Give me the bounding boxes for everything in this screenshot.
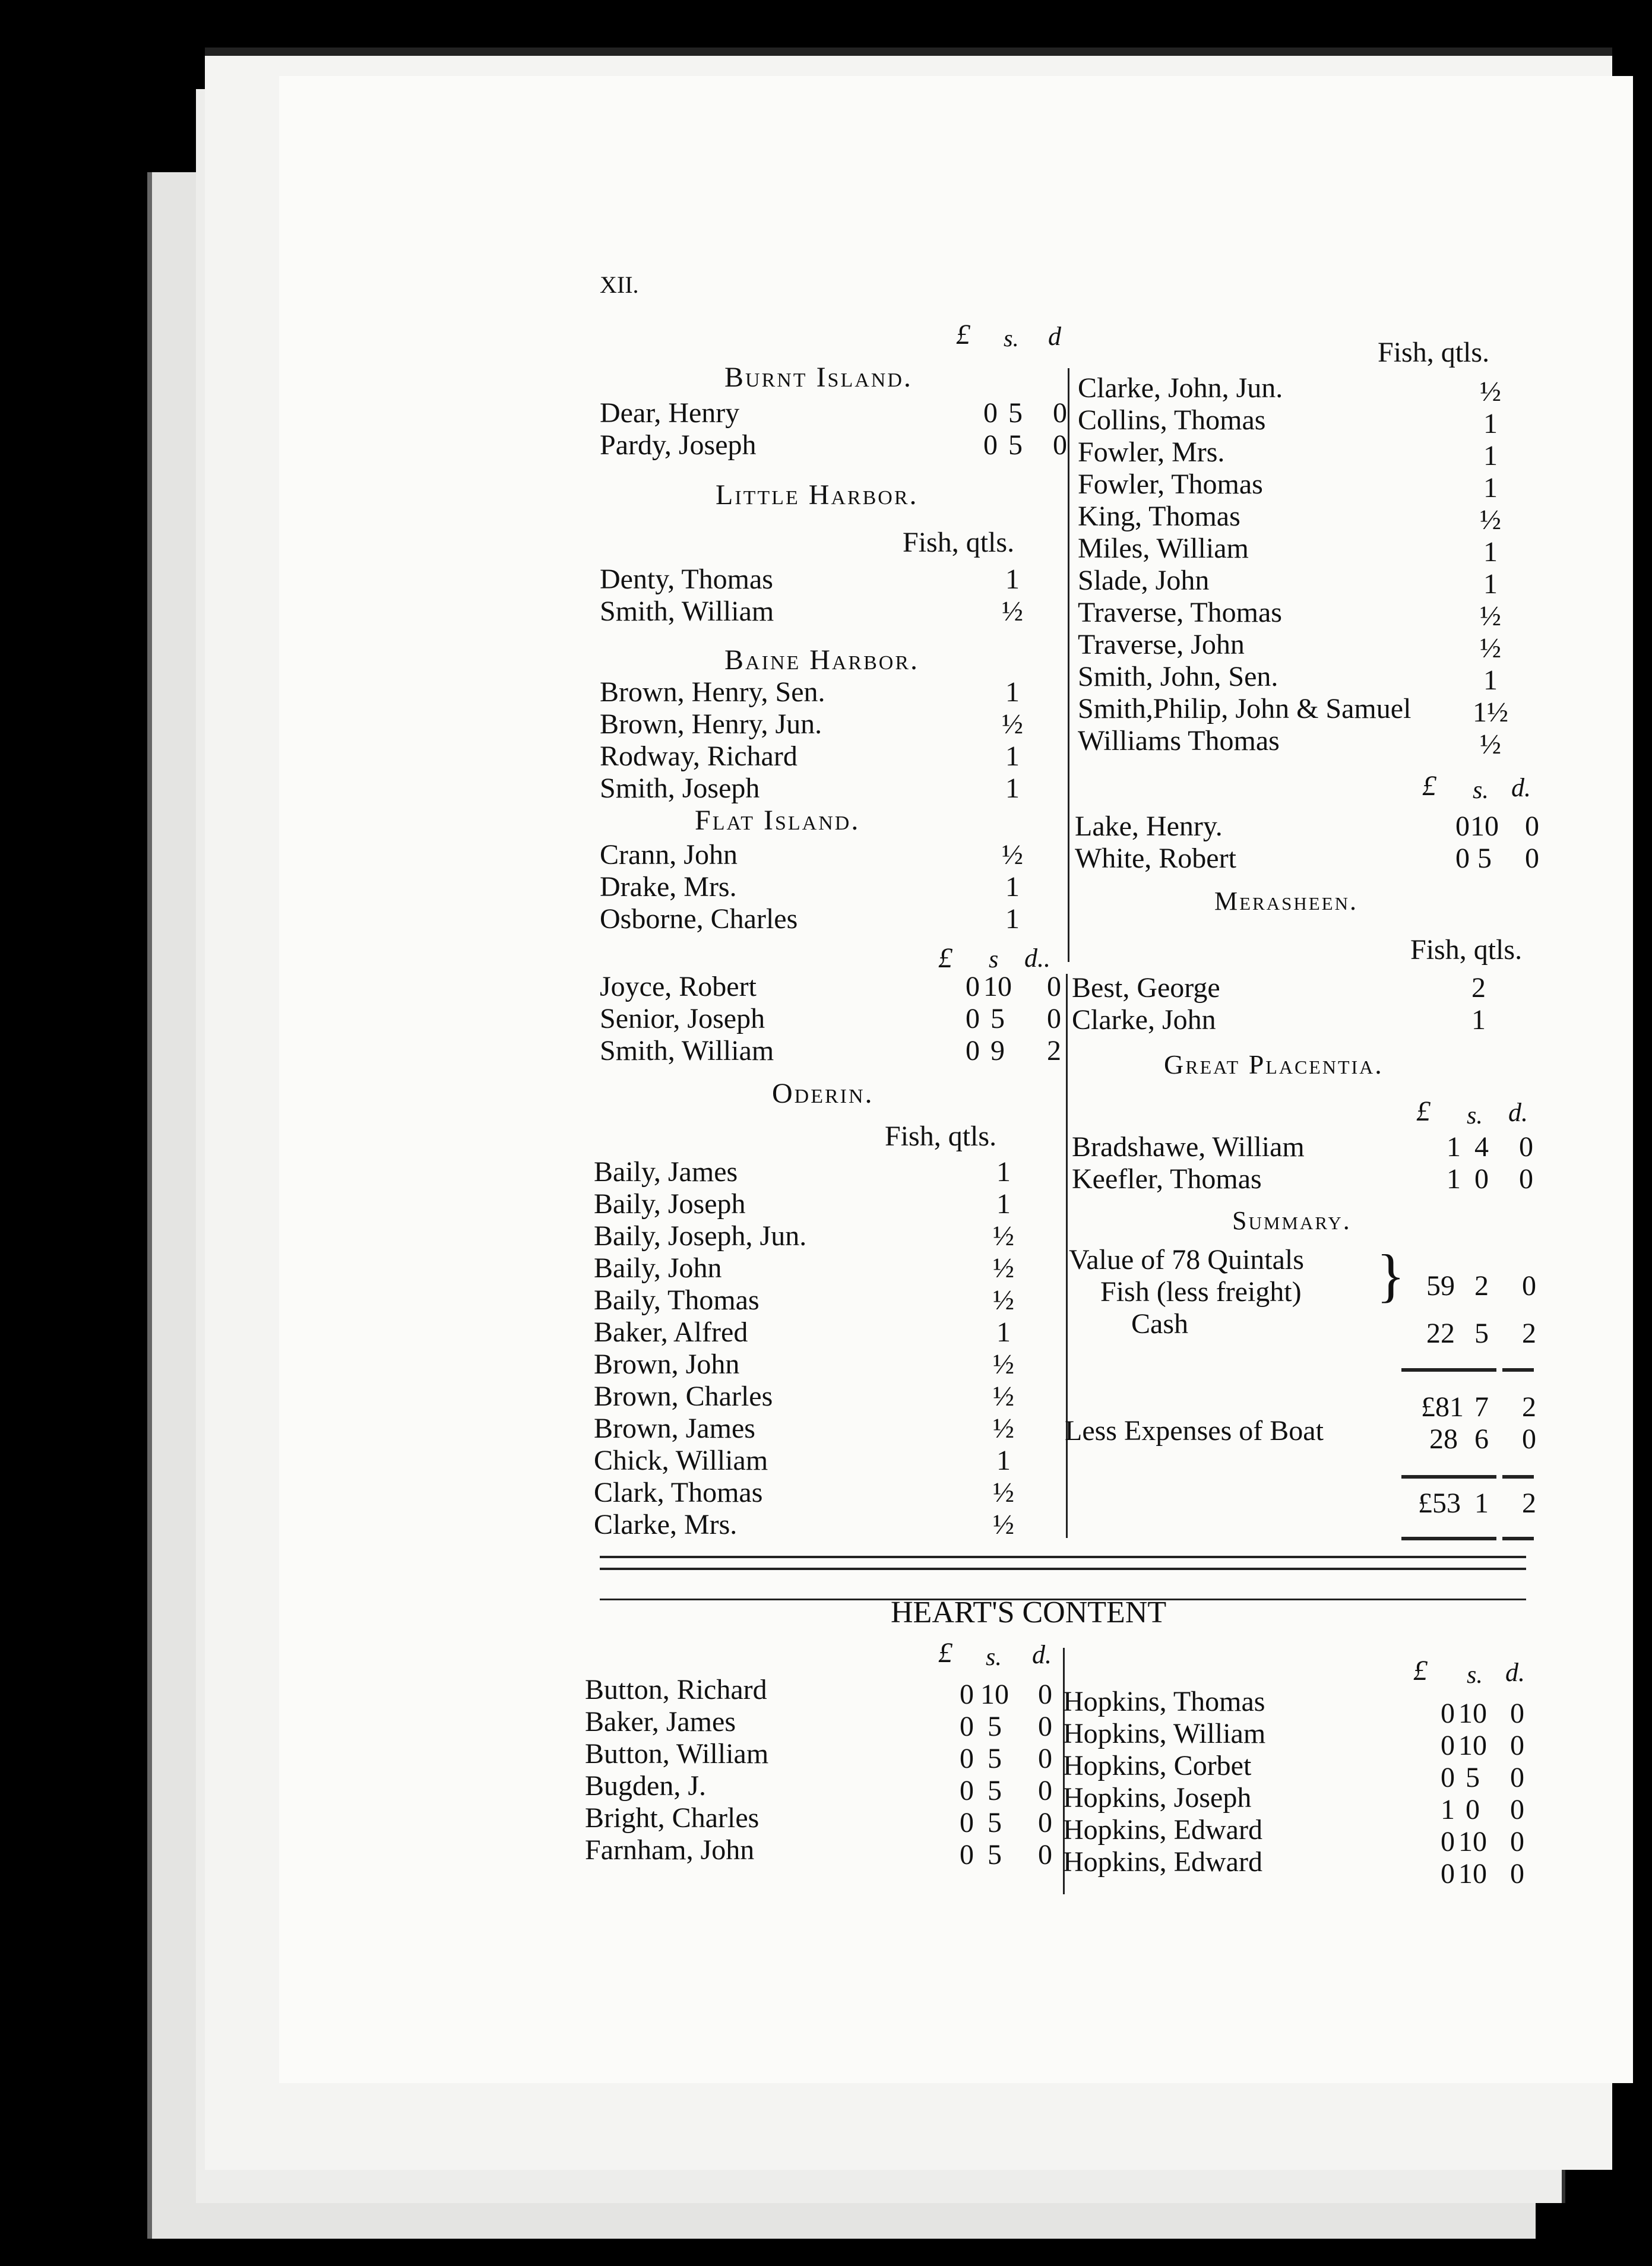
entry-quintals: 1 <box>996 1188 1011 1220</box>
summary-brace: } <box>1376 1242 1405 1308</box>
entry-quintals: 1 <box>996 1156 1011 1188</box>
entry-shillings: 0 <box>1474 1163 1489 1195</box>
entry-pence: 0 <box>1047 971 1061 1002</box>
summary-cash-shillings: 5 <box>1474 1318 1489 1349</box>
summary-cash-pounds: 22 <box>1426 1318 1455 1349</box>
entry-name: Clark, Thomas <box>594 1477 763 1508</box>
entry-name: Crann, John <box>600 839 738 871</box>
summary-title: Summary. <box>1232 1206 1352 1235</box>
entry-quintals: 2 <box>1471 972 1486 1004</box>
entry-pence: 0 <box>1047 1003 1061 1034</box>
summary-expenses-shillings: 6 <box>1474 1423 1489 1455</box>
entry-shillings: 5 <box>988 1839 1002 1871</box>
entry-shillings: 5 <box>1008 429 1023 461</box>
entry-quintals: ½ <box>1480 729 1501 760</box>
entry-name: Brown, James <box>594 1413 755 1444</box>
entry-pounds: 0 <box>1441 1858 1455 1890</box>
entry-name: Hopkins, Corbet <box>1063 1750 1252 1781</box>
summary-total-pounds: £81 <box>1421 1391 1464 1423</box>
entry-name: Williams Thomas <box>1078 725 1280 757</box>
entry-pence: 2 <box>1047 1035 1061 1066</box>
entry-name: Brown, John <box>594 1349 740 1380</box>
entry-pounds: 1 <box>1447 1131 1461 1163</box>
entry-quintals: ½ <box>1002 839 1023 871</box>
entry-shillings: 10 <box>980 1679 1009 1710</box>
entry-name: Hopkins, Edward <box>1063 1846 1262 1878</box>
entry-quintals: ½ <box>1480 632 1501 664</box>
entry-quintals: ½ <box>993 1284 1014 1316</box>
pence-header: d <box>1048 322 1061 351</box>
entry-pounds: 1 <box>1447 1163 1461 1195</box>
summary-expenses-pence: 0 <box>1522 1423 1536 1455</box>
entry-name: Clarke, John, Jun. <box>1078 372 1283 404</box>
entry-pence: 0 <box>1038 1679 1052 1710</box>
shilling-header: s. <box>1473 777 1489 804</box>
entry-pounds: 0 <box>1441 1762 1455 1793</box>
entry-name: Traverse, Thomas <box>1078 597 1282 628</box>
entry-quintals: 1 <box>1005 773 1020 804</box>
entry-name: Baily, James <box>594 1156 738 1188</box>
entry-name: Lake, Henry. <box>1075 811 1223 842</box>
summary-value-shillings: 2 <box>1474 1270 1489 1302</box>
summary-net-pounds: £53 <box>1418 1488 1461 1519</box>
section-title-hearts-content: HEART'S CONTENT <box>891 1596 1167 1629</box>
entry-name: Smith, John, Sen. <box>1078 661 1278 692</box>
entry-quintals: ½ <box>1480 376 1501 407</box>
entry-name: Baily, Joseph, Jun. <box>594 1220 807 1252</box>
section-title-great-placentia: Great Placentia. <box>1164 1049 1384 1080</box>
entry-quintals: ½ <box>1480 600 1501 632</box>
entry-quintals: 1 <box>1005 564 1020 595</box>
summary-expenses-pounds: 28 <box>1429 1423 1458 1455</box>
entry-name: Dear, Henry <box>600 397 740 429</box>
summary-value-pounds: 59 <box>1426 1270 1455 1302</box>
entry-quintals: 1 <box>1483 472 1498 504</box>
entry-name: Bradshawe, William <box>1072 1131 1305 1163</box>
entry-name: Button, William <box>585 1738 769 1770</box>
entry-pence: 0 <box>1510 1730 1524 1761</box>
entry-quintals: ½ <box>1002 708 1023 740</box>
entry-shillings: 9 <box>990 1035 1005 1066</box>
entry-shillings: 10 <box>1458 1730 1487 1761</box>
entry-pounds: 0 <box>960 1679 974 1710</box>
pound-header: £ <box>956 319 970 350</box>
entry-shillings: 5 <box>1477 843 1492 874</box>
entry-quintals: ½ <box>993 1477 1014 1508</box>
shilling-header: s. <box>1467 1102 1483 1129</box>
entry-name: Keefler, Thomas <box>1072 1163 1262 1195</box>
section-title-burnt-island: Burnt Island. <box>724 362 913 393</box>
entry-pence: 0 <box>1510 1826 1524 1857</box>
entry-name: Brown, Henry, Sen. <box>600 676 825 708</box>
entry-name: Fowler, Mrs. <box>1078 436 1225 468</box>
entry-pence: 0 <box>1519 1163 1533 1195</box>
entry-name: Clarke, John <box>1072 1004 1216 1036</box>
entry-name: Baily, Thomas <box>594 1284 759 1316</box>
entry-shillings: 10 <box>1470 811 1499 842</box>
pence-header: d. <box>1508 1098 1528 1127</box>
entry-quintals: 1 <box>1471 1004 1486 1036</box>
section-title-little-harbor: Little Harbor. <box>716 479 919 511</box>
entry-name: Hopkins, Joseph <box>1063 1782 1252 1814</box>
entry-pence: 0 <box>1525 811 1539 842</box>
double-rule <box>600 1556 1526 1558</box>
entry-shillings: 10 <box>1458 1698 1487 1729</box>
entry-name: Baker, Alfred <box>594 1316 748 1348</box>
entry-pence: 0 <box>1510 1858 1524 1890</box>
entry-quintals: 1½ <box>1473 697 1508 728</box>
summary-rule <box>1502 1368 1534 1372</box>
entry-name: Farnham, John <box>585 1834 755 1866</box>
summary-cash-pence: 2 <box>1522 1318 1536 1349</box>
entry-name: Drake, Mrs. <box>600 871 737 903</box>
entry-pence: 0 <box>1510 1794 1524 1825</box>
fish-header: Fish, qtls. <box>903 527 1015 558</box>
entry-name: Smith,Philip, John & Samuel <box>1078 693 1412 724</box>
entry-shillings: 5 <box>988 1743 1002 1774</box>
entry-shillings: 10 <box>1458 1826 1487 1857</box>
entry-name: Baily, Joseph <box>594 1188 746 1220</box>
fish-header: Fish, qtls. <box>885 1121 997 1152</box>
entry-quintals: 1 <box>1483 440 1498 471</box>
summary-value-pence: 0 <box>1522 1270 1536 1302</box>
entry-shillings: 0 <box>1466 1794 1480 1825</box>
entry-pence: 0 <box>1038 1711 1052 1742</box>
entry-pounds: 0 <box>966 971 980 1002</box>
entry-name: Bugden, J. <box>585 1770 706 1802</box>
entry-quintals: ½ <box>1480 504 1501 536</box>
entry-quintals: ½ <box>993 1413 1014 1444</box>
entry-shillings: 10 <box>1458 1858 1487 1890</box>
entry-pounds: 0 <box>960 1807 974 1838</box>
entry-pence: 0 <box>1038 1839 1052 1871</box>
entry-pence: 0 <box>1038 1775 1052 1806</box>
entry-quintals: ½ <box>1002 596 1023 627</box>
entry-name: Rodway, Richard <box>600 740 797 772</box>
page-number: XII. <box>600 271 639 298</box>
pound-header: £ <box>938 942 952 974</box>
entry-pence: 0 <box>1038 1743 1052 1774</box>
entry-name: Smith, Joseph <box>600 773 760 804</box>
summary-net-pence: 2 <box>1522 1488 1536 1519</box>
entry-shillings: 4 <box>1474 1131 1489 1163</box>
pound-header: £ <box>1422 770 1436 802</box>
section-title-merasheen: Merasheen. <box>1214 887 1359 916</box>
entry-pounds: 0 <box>1441 1698 1455 1729</box>
entry-name: Miles, William <box>1078 533 1249 564</box>
summary-value-label: Value of 78 Quintals <box>1069 1244 1304 1276</box>
entry-name: Baily, John <box>594 1252 722 1284</box>
entry-pence: 0 <box>1510 1762 1524 1793</box>
entry-pounds: 0 <box>966 1003 980 1034</box>
entry-quintals: ½ <box>993 1220 1014 1252</box>
entry-shillings: 5 <box>988 1807 1002 1838</box>
entry-pence: 0 <box>1053 429 1067 461</box>
entry-name: King, Thomas <box>1078 501 1240 532</box>
entry-pounds: 0 <box>966 1035 980 1066</box>
entry-pounds: 0 <box>1455 843 1470 874</box>
entry-name: Brown, Henry, Jun. <box>600 708 822 740</box>
entry-pounds: 0 <box>960 1743 974 1774</box>
entry-pounds: 0 <box>983 429 998 461</box>
entry-pounds: 0 <box>983 397 998 429</box>
entry-name: Baker, James <box>585 1706 736 1738</box>
summary-expenses-label: Less Expenses of Boat <box>1065 1415 1324 1447</box>
entry-name: Hopkins, William <box>1063 1718 1266 1749</box>
entry-name: Collins, Thomas <box>1078 404 1266 436</box>
entry-name: Traverse, John <box>1078 629 1245 660</box>
entry-name: Denty, Thomas <box>600 564 773 595</box>
entry-name: Clarke, Mrs. <box>594 1509 738 1540</box>
entry-quintals: 1 <box>1005 903 1020 935</box>
summary-cash-label: Cash <box>1131 1308 1188 1340</box>
entry-quintals: 1 <box>1005 740 1020 772</box>
entry-pence: 0 <box>1519 1131 1533 1163</box>
entry-pounds: 0 <box>1441 1826 1455 1857</box>
shilling-header: s. <box>986 1644 1002 1671</box>
summary-value-label: Fish (less freight) <box>1100 1276 1302 1308</box>
entry-pounds: 0 <box>1441 1730 1455 1761</box>
fish-header: Fish, qtls. <box>1378 337 1490 368</box>
entry-name: Hopkins, Edward <box>1063 1814 1262 1846</box>
shilling-header: s. <box>1004 325 1019 352</box>
summary-net-shillings: 1 <box>1474 1488 1489 1519</box>
entry-name: Chick, William <box>594 1445 768 1476</box>
entry-quintals: 1 <box>996 1445 1011 1476</box>
entry-name: Button, Richard <box>585 1674 767 1705</box>
section-title-baine-harbor: Baine Harbor. <box>724 644 920 676</box>
entry-pounds: 0 <box>960 1839 974 1871</box>
section-title-oderin: Oderin. <box>772 1078 874 1109</box>
entry-name: Pardy, Joseph <box>600 429 757 461</box>
pence-header: d.. <box>1024 944 1050 973</box>
shilling-header: s. <box>1467 1661 1483 1689</box>
entry-name: Osborne, Charles <box>600 903 798 935</box>
summary-rule <box>1401 1537 1496 1540</box>
entry-name: Brown, Charles <box>594 1381 773 1412</box>
entry-quintals: 1 <box>1005 676 1020 708</box>
entry-shillings: 5 <box>1008 397 1023 429</box>
entry-quintals: ½ <box>993 1252 1014 1284</box>
entry-name: Smith, William <box>600 596 774 627</box>
section-title-flat-island: Flat Island. <box>695 805 860 836</box>
entry-name: Hopkins, Thomas <box>1063 1686 1265 1717</box>
pence-header: d. <box>1511 773 1531 802</box>
entry-quintals: 1 <box>1483 568 1498 600</box>
fish-header: Fish, qtls. <box>1410 934 1523 966</box>
entry-pounds: 0 <box>960 1711 974 1742</box>
summary-rule <box>1401 1368 1496 1372</box>
summary-total-shillings: 7 <box>1474 1391 1489 1423</box>
entry-shillings: 10 <box>983 971 1012 1002</box>
entry-name: Senior, Joseph <box>600 1003 765 1034</box>
column-rule <box>1068 368 1069 962</box>
entry-pence: 0 <box>1525 843 1539 874</box>
entry-shillings: 5 <box>1466 1762 1480 1793</box>
summary-rule <box>1502 1537 1534 1540</box>
entry-quintals: 1 <box>996 1316 1011 1348</box>
summary-total-pence: 2 <box>1522 1391 1536 1423</box>
entry-shillings: 5 <box>988 1711 1002 1742</box>
entry-quintals: 1 <box>1483 408 1498 439</box>
double-rule <box>600 1568 1526 1570</box>
entry-pence: 0 <box>1053 397 1067 429</box>
entry-name: Joyce, Robert <box>600 971 757 1002</box>
pound-header: £ <box>938 1637 952 1669</box>
column-rule <box>1066 974 1068 1538</box>
summary-rule <box>1502 1475 1534 1479</box>
entry-name: Smith, William <box>600 1035 774 1066</box>
entry-quintals: 1 <box>1483 536 1498 568</box>
entry-pounds: 0 <box>960 1775 974 1806</box>
entry-quintals: ½ <box>993 1349 1014 1380</box>
pound-header: £ <box>1413 1655 1428 1686</box>
entry-quintals: ½ <box>993 1509 1014 1540</box>
entry-name: Fowler, Thomas <box>1078 469 1263 500</box>
entry-name: Slade, John <box>1078 565 1210 596</box>
entry-quintals: ½ <box>993 1381 1014 1412</box>
entry-name: Best, George <box>1072 972 1220 1004</box>
entry-pence: 0 <box>1038 1807 1052 1838</box>
entry-shillings: 5 <box>988 1775 1002 1806</box>
entry-name: White, Robert <box>1075 843 1236 874</box>
shilling-header: s <box>989 946 999 973</box>
entry-pounds: 0 <box>1455 811 1470 842</box>
entry-pounds: 1 <box>1441 1794 1455 1825</box>
entry-quintals: 1 <box>1483 664 1498 696</box>
entry-quintals: 1 <box>1005 871 1020 903</box>
entry-name: Bright, Charles <box>585 1802 759 1834</box>
summary-rule <box>1401 1475 1496 1479</box>
pence-header: d. <box>1032 1640 1052 1669</box>
entry-pence: 0 <box>1510 1698 1524 1729</box>
pence-header: d. <box>1505 1658 1525 1687</box>
pound-header: £ <box>1416 1096 1431 1127</box>
entry-shillings: 5 <box>990 1003 1005 1034</box>
